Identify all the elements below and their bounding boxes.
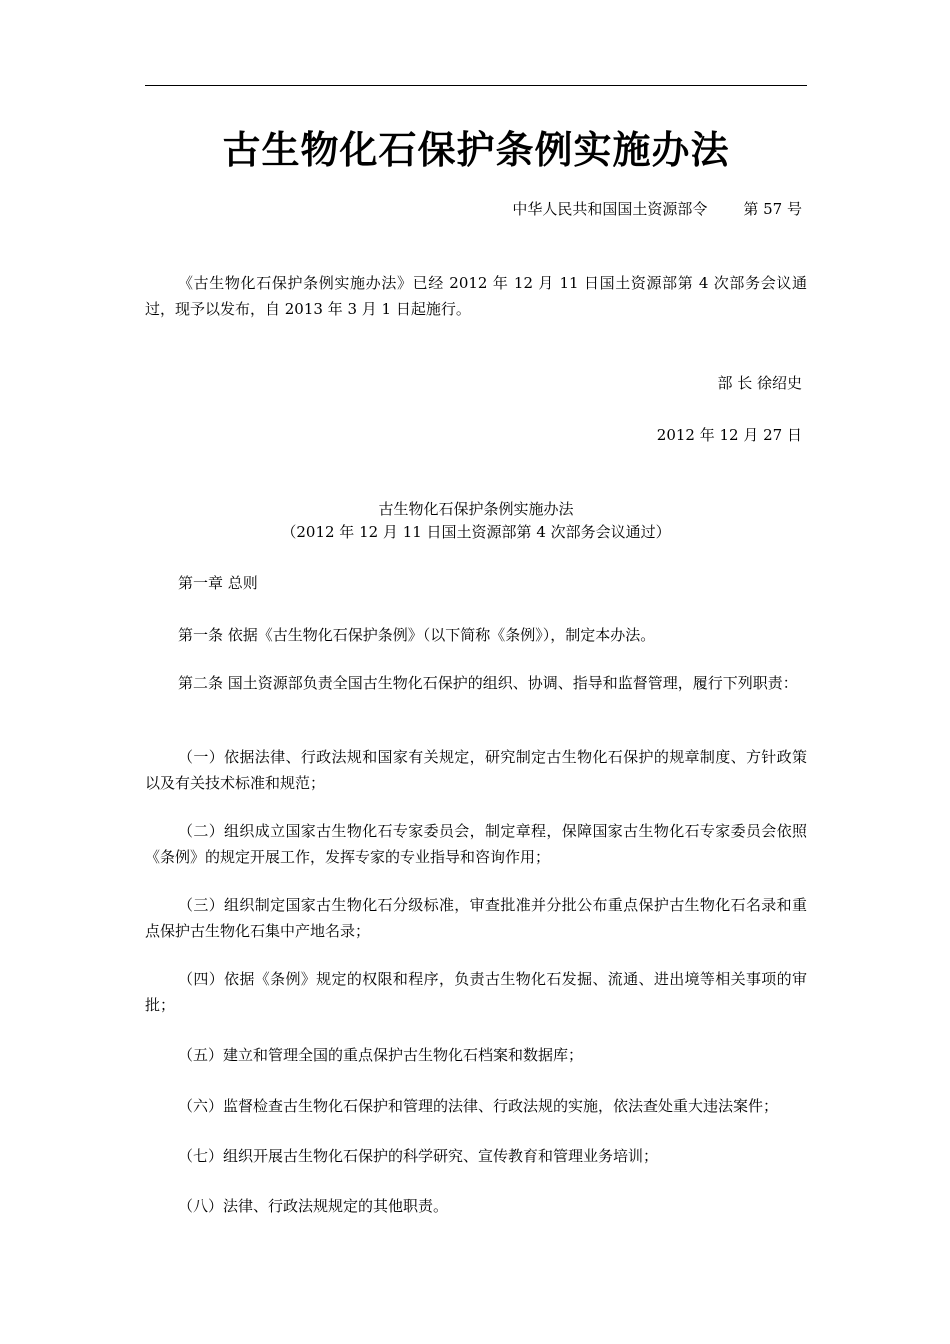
chapter-heading: 第一章 总则 bbox=[178, 574, 258, 592]
article-2-item-8: （八）法律、行政法规规定的其他职责。 bbox=[178, 1197, 449, 1215]
preamble-paragraph: 《古生物化石保护条例实施办法》已经 2012 年 12 月 11 日国土资源部第 4 次部务会议通过，现予以发布，自 2013 年 3 月 1 日起施行。 bbox=[145, 274, 807, 318]
article-2-item-2: （二）组织成立国家古生物化石专家委员会，制定章程，保障国家古生物化石专家委员会依照《条例》的规定开展工作，发挥专家的专业指导和咨询作用； bbox=[145, 822, 807, 866]
header-rule bbox=[145, 85, 807, 86]
article-2-item-3: （三）组织制定国家古生物化石分级标准，审查批准并分批公布重点保护古生物化石名录和重点保护古生物化石集中产地名录； bbox=[145, 896, 807, 940]
document-title: 古生物化石保护条例实施办法 bbox=[222, 127, 730, 172]
signing-date: 2012 年 12 月 27 日 bbox=[656, 426, 802, 444]
signer: 部 长 徐绍史 bbox=[717, 374, 802, 392]
article-2-item-5: （五）建立和管理全国的重点保护古生物化石档案和数据库； bbox=[178, 1046, 584, 1064]
measures-subtitle: 古生物化石保护条例实施办法 bbox=[378, 500, 574, 518]
article-2-item-6: （六）监督检查古生物化石保护和管理的法律、行政法规的实施，依法查处重大违法案件； bbox=[178, 1097, 779, 1115]
article-2-item-7: （七）组织开展古生物化石保护的科学研究、宣传教育和管理业务培训； bbox=[178, 1147, 659, 1165]
order-number: 第 57 号 bbox=[743, 200, 802, 218]
order-line bbox=[512, 198, 802, 220]
order-issuer: 中华人民共和国国土资源部令 bbox=[512, 200, 708, 218]
article-2-item-1: （一）依据法律、行政法规和国家有关规定，研究制定古生物化石保护的规章制度、方针政策以及有关技术标准和规范； bbox=[145, 748, 807, 792]
article-2: 第二条 国土资源部负责全国古生物化石保护的组织、协调、指导和监督管理，履行下列职责： bbox=[178, 674, 798, 692]
measures-subtitle-note: （2012 年 12 月 11 日国土资源部第 4 次部务会议通过） bbox=[281, 523, 671, 541]
article-1: 第一条 依据《古生物化石保护条例》（以下简称《条例》），制定本办法。 bbox=[178, 626, 656, 644]
article-2-item-4: （四）依据《条例》规定的权限和程序，负责古生物化石发掘、流通、进出境等相关事项的审批； bbox=[145, 970, 807, 1014]
